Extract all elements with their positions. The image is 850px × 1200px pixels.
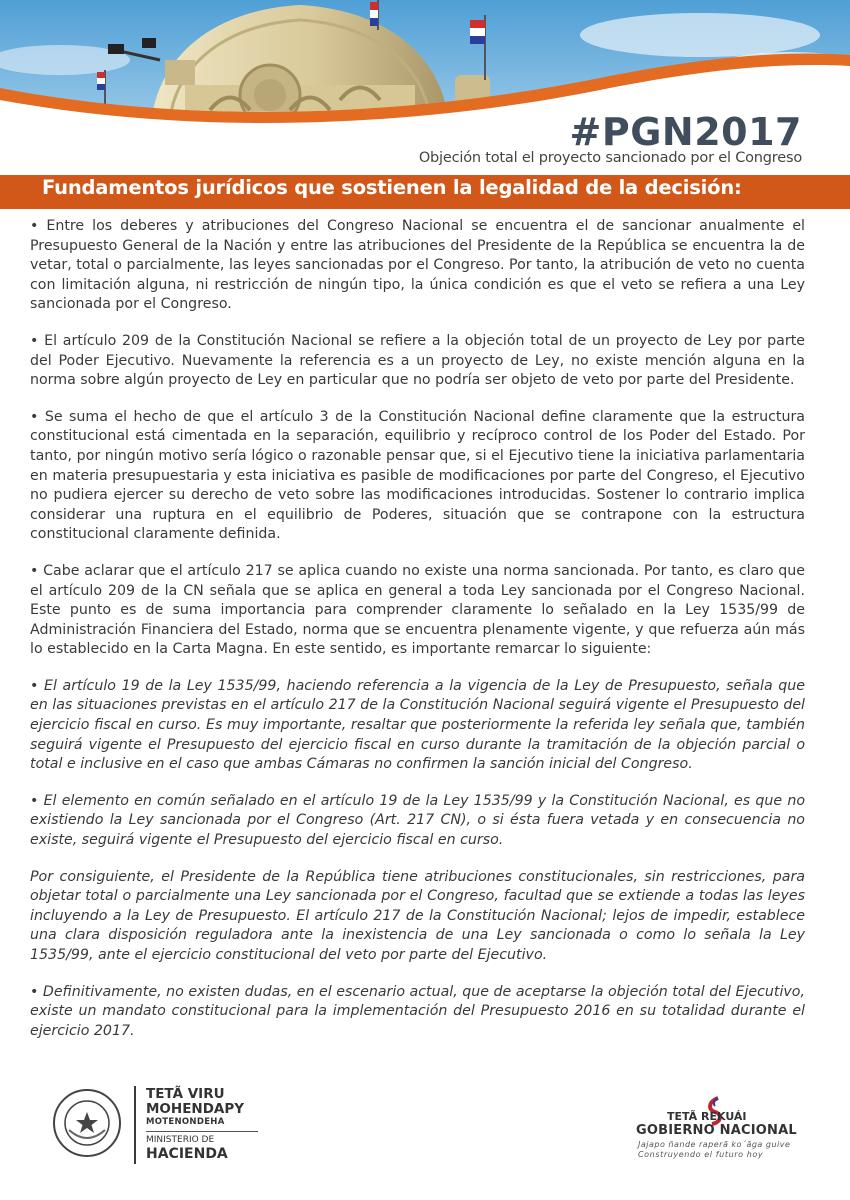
- government-line: GOBIERNO NACIONAL: [636, 1123, 797, 1138]
- section-title: Fundamentos jurídicos que sostienen la legalidad de la decisión:: [42, 176, 742, 199]
- ministry-line: MINISTERIO DE: [146, 1135, 215, 1145]
- ministry-line: TETÃ VIRU: [146, 1086, 225, 1102]
- hashtag-title: #PGN2017: [569, 110, 802, 154]
- paragraph-italic: Por consiguiente, el Presidente de la República tiene atribuciones constitucionales, sin restricciones, para objetar total o parcialmente una Ley sancionada por el Congreso, facultad que se extiende a todas las leyes incluyendo a la Ley de Presupuesto. El artículo 217 de la Constitución Nacional; lejos de impedir, establece una clara disposición reguladora ante la inexistencia de una Ley sancionada o como lo señala la Ley 1535/99, ante el ejercicio constitucional del veto por parte del Ejecutivo.: [30, 868, 805, 963]
- paragraph-italic: • Definitivamente, no existen dudas, en el escenario actual, que de aceptarse la objeción total del Ejecutivo, existe un mandato constitucional para la implementación del Presupuesto 2016 en su totalidad durante el ejercicio 2017.: [30, 983, 805, 1039]
- government-line: Jajapo ñande raperã ko´ãga guive: [638, 1140, 791, 1149]
- ministry-line: HACIENDA: [146, 1146, 228, 1162]
- paragraph: • El artículo 209 de la Constitución Nacional se refiere a la objeción total de un proyecto de Ley por parte del Poder Ejecutivo. Nuevamente la referencia es a un proyecto de Ley, no existe mención alguna en la norma sobre algún proyecto de Ley en particular que no podría ser objeto de veto por parte del Presidente.: [30, 332, 805, 389]
- national-seal-icon: [52, 1088, 122, 1158]
- subtitle: Objeción total el proyecto sancionado por el Congreso: [418, 150, 802, 166]
- paragraph-italic: • El artículo 19 de la Ley 1535/99, haciendo referencia a la vigencia de la Ley de Presupuesto, señala que en las situaciones previstas en el artículo 217 de la Constitución Nacional seguirá vigente el Presupuesto del ejercicio fiscal en curso. Es muy importante, resaltar que posteriormente la referida ley señala que, también seguirá vigente el Presupuesto del ejercicio fiscal en curso durante la tramitación de la objeción parcial o total e inclusive en el caso que ambas Cámaras no confirmen la sanción inicial del Congreso.: [30, 677, 805, 773]
- ministry-line: MOTENONDEHA: [146, 1117, 225, 1127]
- paragraph: • Cabe aclarar que el artículo 217 se aplica cuando no existe una norma sancionada. Por tanto, es claro que el artículo 209 de la CN señala que se aplica en general a toda Ley sancionada por el Congreso Nacional. Este punto es de suma importancia para comprender claramente lo señalado en la Ley 1535/99 de Administración Financiera del Estado, norma que se encuentra plenamente vigente, y que refuerza aún más lo establecido en la Carta Magna. En este sentido, es importante remarcar lo siguiente:: [30, 562, 805, 658]
- ministry-line: MOHENDAPY: [146, 1101, 245, 1117]
- body-text: [30, 217, 805, 1058]
- paragraph: • Se suma el hecho de que el artículo 3 de la Constitución Nacional define claramente que la estructura constitucional está cimentada en la separación, equilibrio y recíproco control de los Poder del Estado. Por tanto, por ningún motivo sería lógico o razonable pensar que, si el Ejecutivo tiene la iniciativa parlamentaria en materia presupuestaria y esta iniciativa es pasible de modificaciones por parte del Congreso, el Ejecutivo no pudiera ejercer su derecho de veto sobre las modificaciones introducidas. Sostener lo contrario implica considerar una ruptura en el equilibrio de Poderes, situación que se contrapone con la estructura constitucional claramente definida.: [30, 408, 805, 543]
- paragraph-italic: • El elemento en común señalado en el artículo 19 de la Ley 1535/99 y la Constitución Nacional, es que no existiendo la Ley sancionada por el Congreso (Art. 217 CN), o si ésta fuera vetada y en consecuencia no existe, seguirá vigente el Presupuesto del ejercicio fiscal en curso.: [30, 792, 805, 849]
- divider: [134, 1086, 136, 1164]
- paragraph: • Entre los deberes y atribuciones del Congreso Nacional se encuentra el de sancionar anualmente el Presupuesto General de la Nación y entre las atribuciones del Presidente de la República se encuentra la de vetar, total o parcialmente, las leyes sancionadas por el Congreso. Por tanto, la atribución de veto no cuenta con limitación alguna, ni restricción de ningún tipo, la única condición es que el veto se refiera a una Ley sancionada por el Congreso.: [30, 218, 805, 313]
- footer: [0, 1070, 850, 1200]
- divider: [146, 1131, 258, 1132]
- government-logo: [620, 1096, 820, 1166]
- government-line: TETÃ REKUÁI: [667, 1110, 747, 1123]
- ministry-logo: [134, 1084, 274, 1166]
- government-line: Construyendo el futuro hoy: [638, 1150, 764, 1159]
